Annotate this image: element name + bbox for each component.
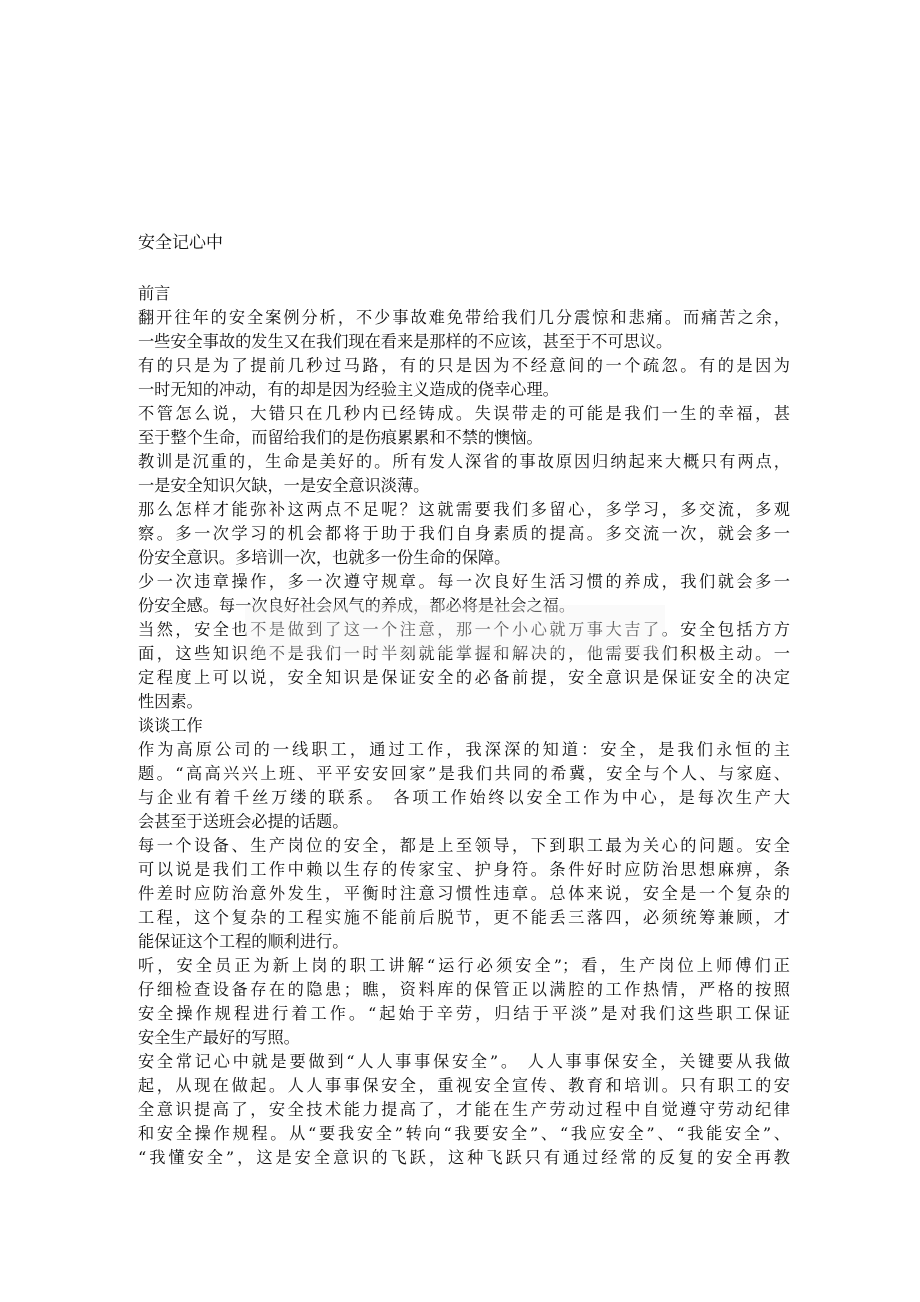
body-line: 份安全感。每一次良好社会风气的养成，都必将是社会之福。 xyxy=(138,596,576,615)
body-line: 听，安全员正为新上岗的职工讲解“运行必须安全”；看，生产岗位上师傅们正 xyxy=(138,956,790,975)
section-heading: 前言 xyxy=(138,284,171,303)
body-line: 教训是沉重的，生命是美好的。所有发人深省的事故原因归纳起来大概只有两点， xyxy=(138,452,790,471)
body-line: 仔细检查设备存在的隐患；瞧，资料库的保管正以满腔的工作热情，严格的按照 xyxy=(138,980,790,999)
body-line: 能保证这个工程的顺利进行。 xyxy=(138,932,349,951)
body-line: 安全操作规程进行着工作。“起始于辛劳，归结于平淡”是对我们这些职工保证 xyxy=(138,1004,790,1023)
body-line: 性因素。 xyxy=(138,692,203,711)
body-line: 不管怎么说，大错只在几秒内已经铸成。失误带走的可能是我们一生的幸福，甚 xyxy=(138,404,790,423)
body-line: 件差时应防治意外发生，平衡时注意习惯性违章。总体来说，安全是一个复杂的 xyxy=(138,884,790,903)
body-line: 当然，安全也不是做到了这一个注意，那一个小心就万事大吉了。安全包括方方 xyxy=(138,620,790,639)
document-body xyxy=(138,282,790,1170)
body-line: 全意识提高了，安全技术能力提高了，才能在生产劳动过程中自觉遵守劳动纪律 xyxy=(138,1100,790,1119)
body-line: 一些安全事故的发生又在我们现在看来是那样的不应该，甚至于不可思议。 xyxy=(138,332,673,351)
body-line: 份安全意识。多培训一次，也就多一份生命的保障。 xyxy=(138,548,511,567)
body-line: 安全常记心中就是要做到“人人事事保安全”。 人人事事保安全，关键要从我做 xyxy=(138,1052,790,1071)
body-line: 安全生产最好的写照。 xyxy=(138,1028,300,1047)
body-line: 有的只是为了提前几秒过马路，有的只是因为不经意间的一个疏忽。有的是因为 xyxy=(138,356,790,375)
document-title: 安全记心中 xyxy=(138,233,223,253)
body-line: 题。“高高兴兴上班、平平安安回家”是我们共同的希冀，安全与个人、与家庭、 xyxy=(138,764,790,783)
body-line: 至于整个生命，而留给我们的是伤痕累累和不禁的懊恼。 xyxy=(138,428,543,447)
body-line: 和安全操作规程。从“要我安全”转向“我要安全”、“我应安全”、“我能安全”、 xyxy=(138,1124,790,1143)
section-heading: 谈谈工作 xyxy=(138,716,203,735)
body-line: 那么怎样才能弥补这两点不足呢？这就需要我们多留心，多学习，多交流，多观 xyxy=(138,500,790,519)
body-line: 工程，这个复杂的工程实施不能前后脱节，更不能丢三落四，必须统筹兼顾，才 xyxy=(138,908,790,927)
body-line: 定程度上可以说，安全知识是保证安全的必备前提，安全意识是保证安全的决定 xyxy=(138,668,790,687)
body-line: 作为高原公司的一线职工，通过工作，我深深的知道：安全，是我们永恒的主 xyxy=(138,740,790,759)
body-line: 与企业有着千丝万缕的联系。 各项工作始终以安全工作为中心，是每次生产大 xyxy=(138,788,790,807)
body-line: 起，从现在做起。人人事事保安全，重视安全宣传、教育和培训。只有职工的安 xyxy=(138,1076,790,1095)
document-page xyxy=(138,0,790,1302)
body-line: 面，这些知识绝不是我们一时半刻就能掌握和解决的，他需要我们积极主动。一 xyxy=(138,644,790,663)
body-line: 翻开往年的安全案例分析，不少事故难免带给我们几分震惊和悲痛。而痛苦之余， xyxy=(138,308,790,327)
body-line: 察。多一次学习的机会都将于助于我们自身素质的提高。多交流一次，就会多一 xyxy=(138,524,790,543)
body-line: 一是安全知识欠缺，一是安全意识淡薄。 xyxy=(138,476,430,495)
body-line: “我懂安全”，这是安全意识的飞跃，这种飞跃只有通过经常的反复的安全再教 xyxy=(138,1148,790,1167)
body-line: 会甚至于送班会必提的话题。 xyxy=(138,812,349,831)
body-line: 一时无知的冲动，有的却是因为经验主义造成的侥幸心理。 xyxy=(138,380,559,399)
body-line: 可以说是我们工作中赖以生存的传家宝、护身符。条件好时应防治思想麻痹，条 xyxy=(138,860,790,879)
body-line: 少一次违章操作，多一次遵守规章。每一次良好生活习惯的养成，我们就会多一 xyxy=(138,572,790,591)
body-line: 每一个设备、生产岗位的安全，都是上至领导，下到职工最为关心的问题。安全 xyxy=(138,836,790,855)
